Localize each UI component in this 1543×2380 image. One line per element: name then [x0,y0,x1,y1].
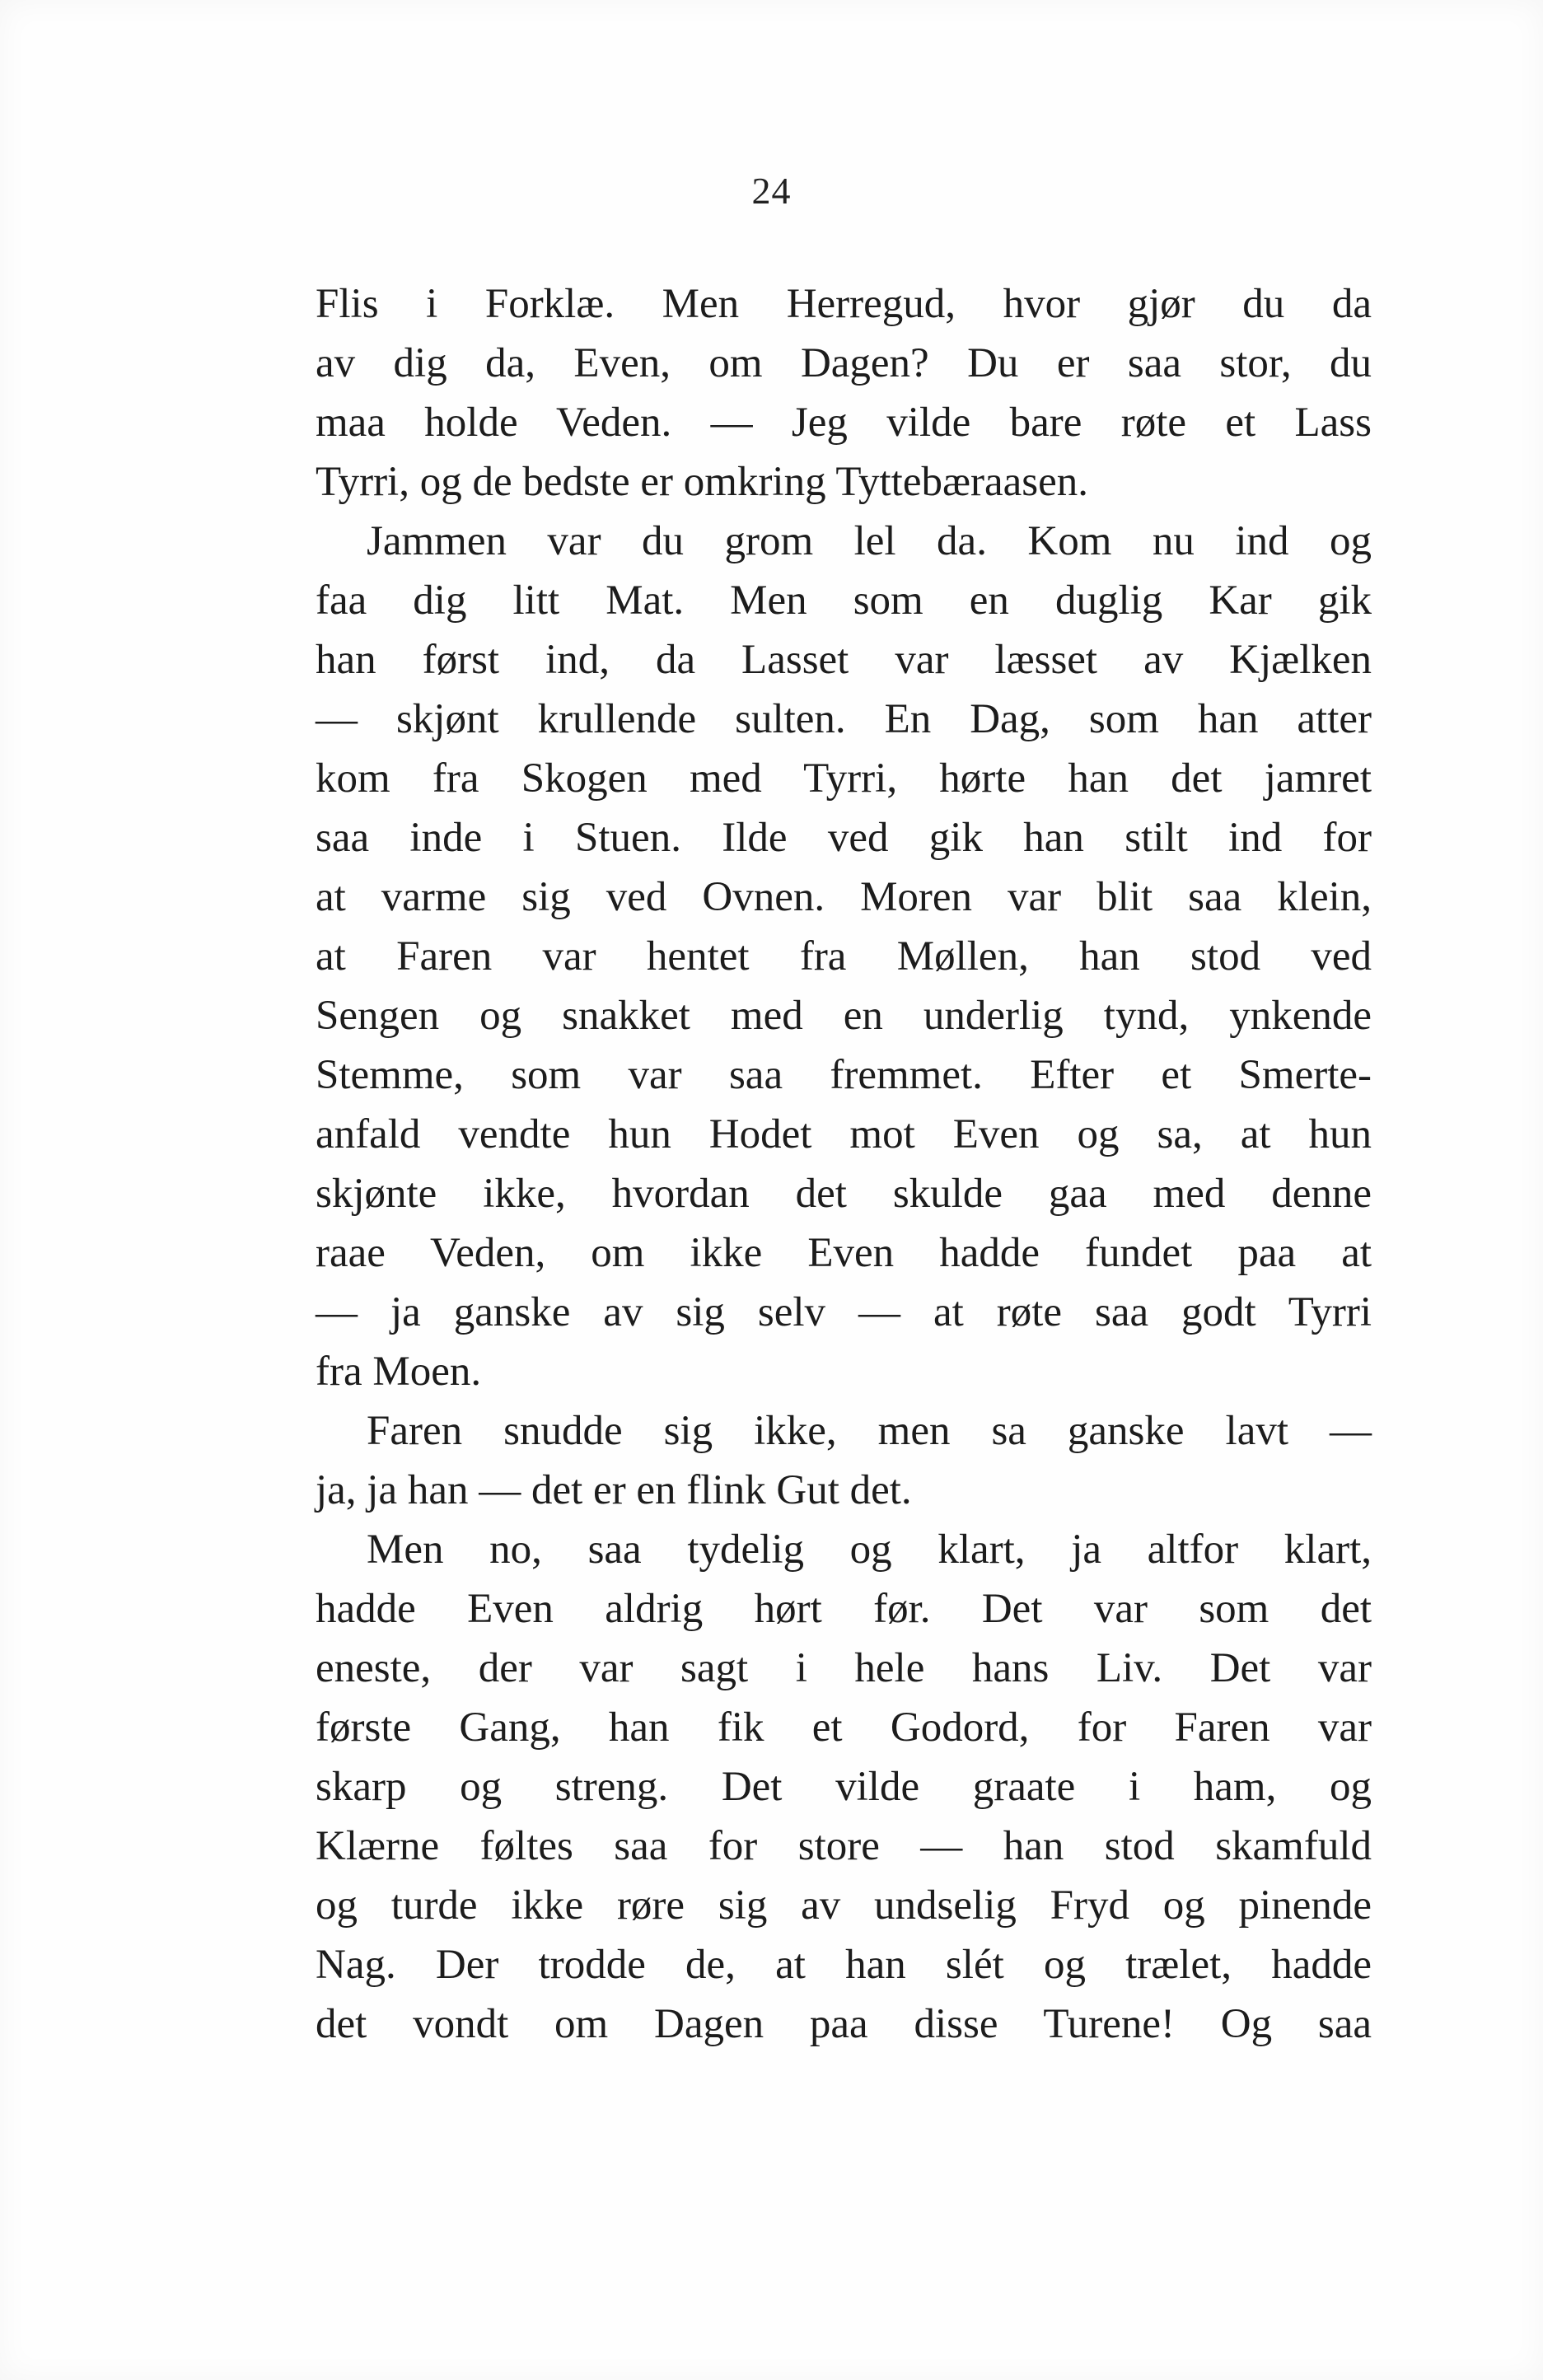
text-line: kom fra Skogen med Tyrri, hørte han det jamret [316,755,1372,802]
text-line: Klærne føltes saa for store — han stod skamfuld [316,1823,1372,1869]
text-line: eneste, der var sagt i hele hans Liv. Det var [316,1645,1372,1691]
text-line: — skjønt krullende sulten. En Dag, som han atter [316,696,1372,742]
text-line: raae Veden, om ikke Even hadde fundet paa at [316,1230,1372,1276]
text-line: at Faren var hentet fra Møllen, han stod ved [316,933,1372,980]
text-line: — ja ganske av sig selv — at røte saa godt Tyrri [316,1289,1372,1335]
text-line: ja, ja han — det er en flink Gut det. [316,1467,912,1513]
text-line: skarp og streng. Det vilde graate i ham, og [316,1764,1372,1810]
text-line: fra Moen. [316,1349,482,1395]
text-line: Men no, saa tydelig og klart, ja altfor klart, [367,1527,1372,1573]
text-line: saa inde i Stuen. Ilde ved gik han stilt ind for [316,815,1372,861]
text-line: det vondt om Dagen paa disse Turene! Og saa [316,2001,1372,2047]
body-text [316,274,1372,2054]
text-line: faa dig litt Mat. Men som en duglig Kar gik [316,577,1372,624]
text-line: skjønte ikke, hvordan det skulde gaa med denne [316,1171,1372,1217]
text-line: Nag. Der trodde de, at han slét og trælet, hadde [316,1942,1372,1988]
text-line: han først ind, da Lasset var læsset av Kjælken [316,637,1372,683]
text-line: at varme sig ved Ovnen. Moren var blit saa klein, [316,874,1372,920]
text-line: Faren snudde sig ikke, men sa ganske lavt — [367,1408,1372,1454]
text-line: Flis i Forklæ. Men Herregud, hvor gjør du da [316,281,1372,327]
text-line: maa holde Veden. — Jeg vilde bare røte et Lass [316,400,1372,446]
text-line: og turde ikke røre sig av undselig Fryd og pinende [316,1882,1372,1929]
text-line: anfald vendte hun Hodet mot Even og sa, at hun [316,1111,1372,1157]
text-line: Jammen var du grom lel da. Kom nu ind og [367,518,1372,564]
text-line: av dig da, Even, om Dagen? Du er saa stor, du [316,340,1372,386]
text-line: Stemme, som var saa fremmet. Efter et Smerte- [316,1052,1372,1098]
page-number: 24 [751,170,792,212]
text-line: Sengen og snakket med en underlig tynd, ynkende [316,993,1372,1039]
text-line: hadde Even aldrig hørt før. Det var som det [316,1586,1372,1632]
text-line: Tyrri, og de bedste er omkring Tyttebæraasen. [316,459,1088,505]
text-line: første Gang, han fik et Godord, for Faren var [316,1704,1372,1751]
